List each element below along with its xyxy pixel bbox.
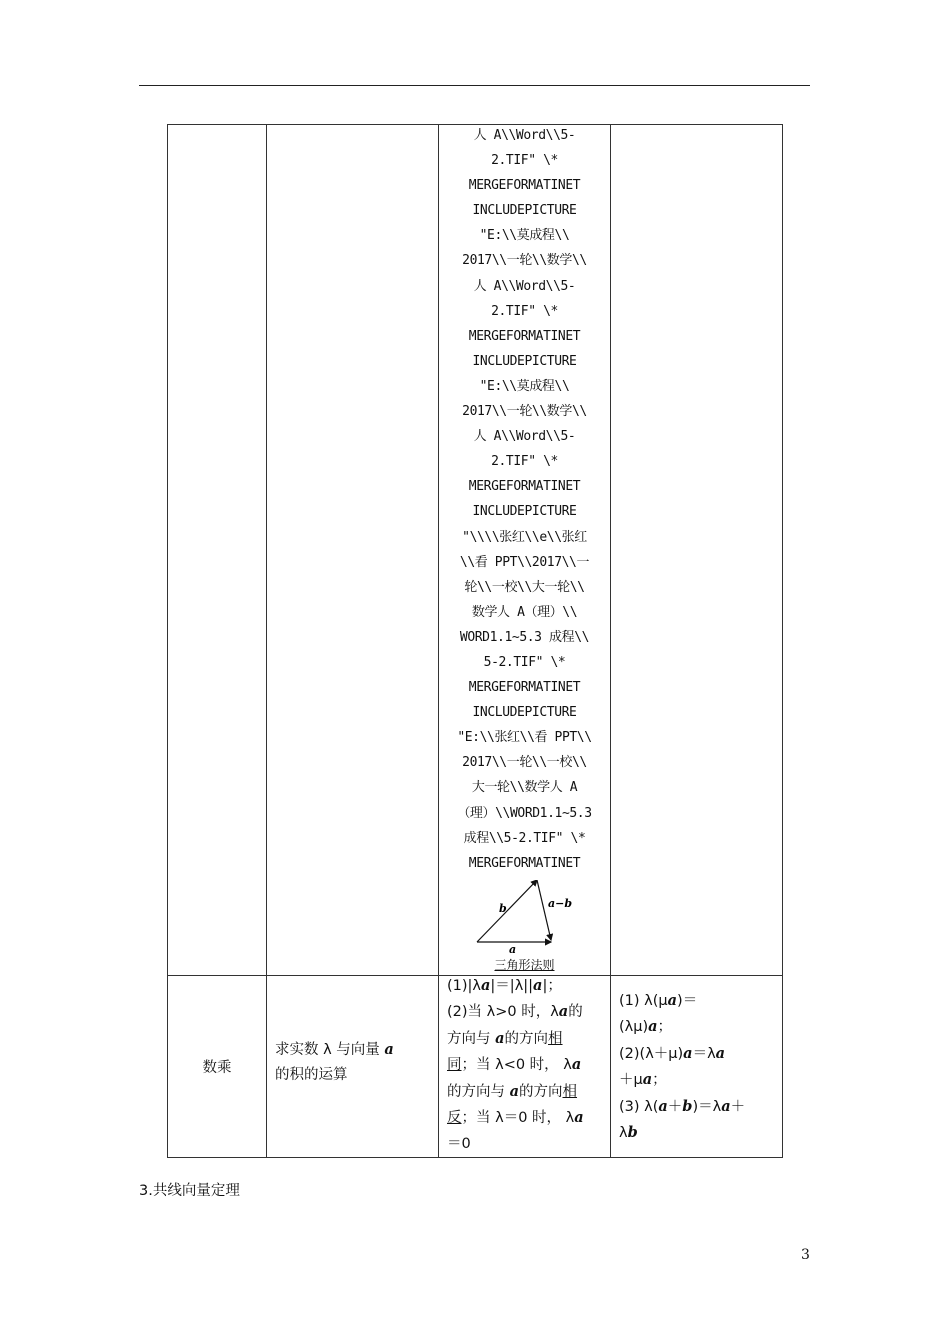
field-code-line: "E:\\莫成程\\ [479,228,570,244]
field-code-line: 成程\\5-2.TIF" \* [463,830,586,846]
page-number: 3 [801,1247,810,1263]
definition-cell [267,975,439,1158]
table-cell-empty [267,125,439,976]
field-code-line: \\看 PPT\\2017\\一 [459,554,590,570]
field-code-line: （理）\\WORD1.1~5.3 [457,805,592,821]
laws-cell [611,975,783,1158]
field-code-line: INCLUDEPICTURE [472,504,577,520]
field-code-line: 轮\\一校\\大一轮\\ [464,579,585,595]
field-code-line: 人 A\\Word\\5- [473,429,576,445]
field-code-cell [439,125,611,976]
field-code-line: 2017\\一轮\\数学\\ [462,404,587,420]
field-code-line: 人 A\\Word\\5- [473,278,576,294]
triangle-diagram [469,880,581,958]
field-code-line: 2017\\一轮\\一校\\ [462,755,587,771]
rule-text: (1)|λa|＝|λ||a|； (2)当 λ>0 时，λa的 方向与 a的方向相 同；当 λ<0 时， λa 的方向与 a的方向相 反；当 λ＝0 时， λa ＝0 [447,976,584,1152]
figure-caption: 三角形法则 [494,957,555,972]
label-a-minus-b: a−b [548,896,573,910]
field-code-line: INCLUDEPICTURE [472,203,577,219]
field-code-line: "E:\\莫成程\\ [479,378,570,394]
vector-a-minus-b-arrow [537,880,551,940]
operation-name: 数乘 [202,1060,232,1077]
field-code-line: 2017\\一轮\\数学\\ [462,253,587,269]
table-row [168,975,783,1158]
laws-text: (1) λ(μa)＝ (λμ)a； (2)(λ＋μ)a＝λa ＋μa； (3) λ(a＋b)＝λa＋ λb [619,991,746,1142]
definition-text: 求实数 λ 与向量 a 的积的运算 [275,1040,394,1084]
field-code-line: MERGEFORMATINET [468,479,581,495]
field-code-line: MERGEFORMATINET [468,680,581,696]
field-code-text [439,123,610,876]
field-code-line: WORD1.1~5.3 成程\\ [459,629,590,645]
field-code-line: "E:\\张红\\看 PPT\\ [457,730,592,746]
section-heading: 3.共线向量定理 [139,1183,240,1199]
label-a: a [509,942,517,956]
header-rule [139,85,810,86]
field-code-line: 数学人 A（理）\\ [471,604,578,620]
field-code-line: INCLUDEPICTURE [472,705,577,721]
field-code-line: 人 A\\Word\\5- [473,128,576,143]
field-code-line: 2.TIF" \* [491,153,558,169]
label-b: b [499,901,507,915]
operation-name-cell [168,975,267,1158]
field-code-line: 2.TIF" \* [491,454,558,470]
field-code-line: INCLUDEPICTURE [472,353,577,369]
field-code-line: MERGEFORMATINET [468,178,581,194]
field-code-line: 5-2.TIF" \* [483,654,566,670]
vector-b-arrow [477,880,537,942]
vector-operations-table [167,124,783,1158]
rule-cell [439,975,611,1158]
field-code-line: 大一轮\\数学人 A [471,780,578,796]
field-code-line: MERGEFORMATINET [468,328,581,344]
field-code-line: 2.TIF" \* [491,303,558,319]
triangle-rule-figure [439,880,610,975]
table-cell-empty [168,125,267,976]
field-code-line: "\\\\张红\\e\\张红 [462,529,587,545]
table-cell-empty [611,125,783,976]
field-code-line: MERGEFORMATINET [468,855,581,871]
table-row [168,125,783,976]
